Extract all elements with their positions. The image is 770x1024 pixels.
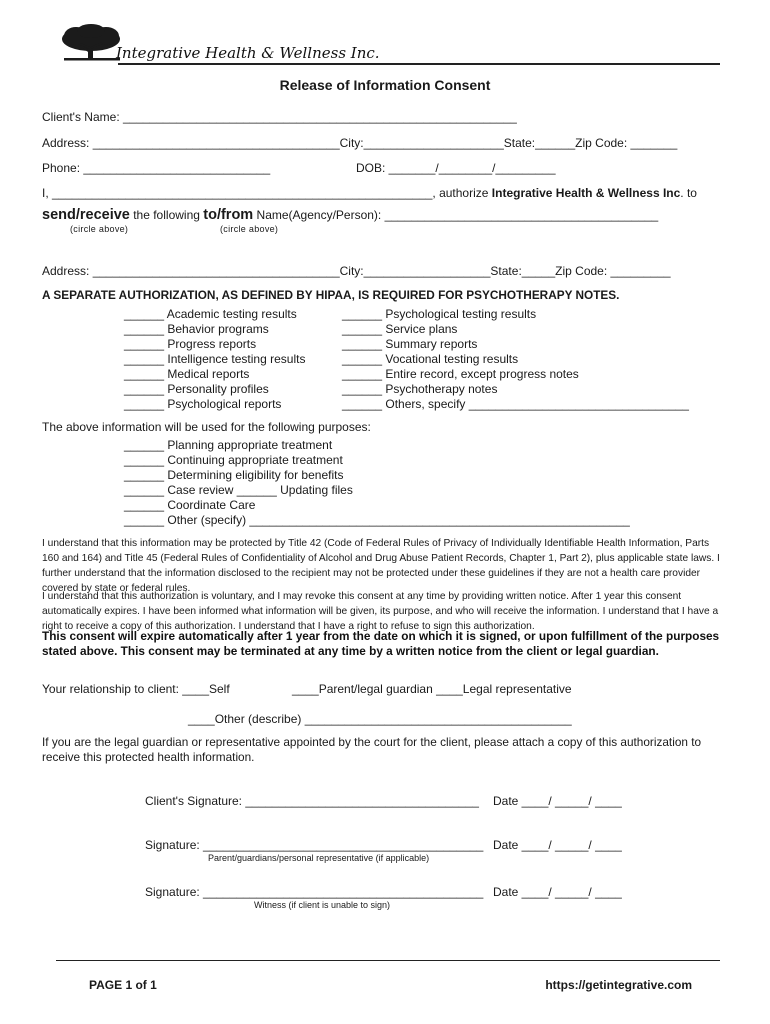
relationship-parent-legal[interactable]: ____Parent/legal guardian ____Legal representative	[292, 682, 572, 696]
list-item[interactable]: ______ Coordinate Care	[124, 498, 256, 512]
list-item[interactable]: ______ Determining eligibility for benefits	[124, 468, 344, 482]
tree-logo	[60, 24, 122, 64]
authorize-post: . to	[680, 186, 697, 200]
list-item[interactable]: ______ Medical reports	[124, 367, 250, 381]
list-item[interactable]: ______ Others, specify _________________________________	[342, 397, 689, 411]
list-item[interactable]: ______ Vocational testing results	[342, 352, 519, 366]
list-item[interactable]: ______ Personality profiles	[124, 382, 269, 396]
authorize-line[interactable]	[42, 186, 697, 200]
send-receive-line[interactable]	[42, 207, 658, 223]
send-receive-option[interactable]: send/receive	[42, 207, 130, 223]
legal-text: I understand that this information may be protected by Title 42 (Code of Federal Rules of Privacy of Individually Identifiable Health Information, Parts 160 and 164) and Title 45 (Federal Rules of Confidentiality of Alcohol and Drug Abuse Patient Records, Chapter 1, Part 2), plus applicable state laws. I further understand that the information disclosed to the recipient may not be protected under these guidelines if they are not a health care provider covered by state or federal rules.	[42, 538, 720, 594]
client-date-field[interactable]: Date ____/ _____/ ____	[493, 794, 622, 808]
phone-field[interactable]: Phone: ____________________________	[42, 161, 271, 175]
relationship-other[interactable]: ____Other (describe) ________________________________________	[188, 712, 572, 726]
list-item[interactable]: ______ Psychological testing results	[342, 307, 537, 321]
list-item[interactable]: ______ Psychotherapy notes	[342, 382, 498, 396]
client-name-field[interactable]: Client's Name: ___________________________________________________________	[42, 110, 517, 124]
page-number: PAGE 1 of 1	[89, 978, 157, 992]
list-item[interactable]: ______ Case review ______ Updating files	[124, 483, 353, 497]
authorize-pre: I, _________________________________________________________, authorize	[42, 186, 492, 200]
guardian-signature-caption: Parent/guardians/personal representative (if applicable)	[208, 853, 430, 863]
authorize-org: Integrative Health & Wellness Inc	[491, 186, 681, 200]
circle-above-note-2: (circle above)	[220, 224, 279, 234]
guardian-date-field[interactable]: Date ____/ _____/ ____	[493, 838, 622, 852]
list-item[interactable]: ______ Academic testing results	[124, 307, 297, 321]
list-item[interactable]: ______ Behavior programs	[124, 322, 269, 336]
the-following-text: the following	[129, 208, 204, 222]
purposes-intro: The above information will be used for the following purposes:	[42, 420, 371, 434]
guardian-signature-field[interactable]: Signature: __________________________________________	[145, 838, 484, 852]
circle-above-note-1: (circle above)	[70, 224, 129, 234]
recipient-address-field[interactable]: Address: _____________________________________City:___________________State:_____Zip Code: _________	[42, 264, 671, 278]
footer-rule	[56, 960, 720, 961]
name-agency-field[interactable]: Name(Agency/Person): _________________________________________	[253, 208, 659, 222]
witness-date-field[interactable]: Date ____/ _____/ ____	[493, 885, 622, 899]
address-field[interactable]: Address: _____________________________________City:_____________________State:______Zip Code: _______	[42, 136, 678, 150]
dob-field[interactable]: DOB: _______/________/_________	[356, 161, 556, 175]
list-item[interactable]: ______ Entire record, except progress notes	[342, 367, 579, 381]
records-list-right	[342, 307, 689, 412]
list-item[interactable]: ______ Psychological reports	[124, 397, 282, 411]
client-signature-field[interactable]: Client's Signature: ___________________________________	[145, 794, 479, 808]
list-item[interactable]: ______ Planning appropriate treatment	[124, 438, 333, 452]
witness-signature-field[interactable]: Signature: __________________________________________	[145, 885, 484, 899]
relationship-self[interactable]: Your relationship to client: ____Self	[42, 682, 230, 696]
list-item[interactable]: ______ Other (specify) _________________________________________________________	[124, 513, 630, 527]
list-item[interactable]: ______ Service plans	[342, 322, 458, 336]
org-name: Integrative Health & Wellness Inc.	[116, 44, 380, 62]
list-item[interactable]: ______ Progress reports	[124, 337, 257, 351]
revoke-text: I understand that this authorization is voluntary, and I may revoke this consent at any time by providing written notice. After 1 year this consent automatically expires. I have been informed what information will be given, its purpose, and who will receive the information. I understand that I have a right to receive a copy of this authorization. I understand that I have a right to refuse to sign this authorization.	[42, 591, 719, 632]
to-from-option[interactable]: to/from	[203, 207, 254, 223]
page-title: Release of Information Consent	[279, 77, 491, 93]
expire-text: This consent will expire automatically after 1 year from the date on which it is signed, or upon fulfillment of the purposes stated above. This consent may be terminated at any time by a written notice from the client or legal guardian.	[42, 629, 720, 658]
witness-signature-caption: Witness (if client is unable to sign)	[254, 900, 391, 910]
list-item[interactable]: ______ Continuing appropriate treatment	[124, 453, 343, 467]
footer-url[interactable]: https://getintegrative.com	[545, 978, 692, 992]
purposes-list	[124, 438, 630, 528]
list-item[interactable]: ______ Intelligence testing results	[124, 352, 306, 366]
hipaa-notice: A SEPARATE AUTHORIZATION, AS DEFINED BY HIPAA, IS REQUIRED FOR PSYCHOTHERAPY NOTES.	[42, 288, 620, 302]
list-item[interactable]: ______ Summary reports	[342, 337, 478, 351]
records-list-left	[124, 307, 305, 412]
header-rule	[118, 63, 720, 65]
guardian-text: If you are the legal guardian or representative appointed by the court for the client, please attach a copy of this authorization to receive this protected health information.	[42, 735, 702, 764]
